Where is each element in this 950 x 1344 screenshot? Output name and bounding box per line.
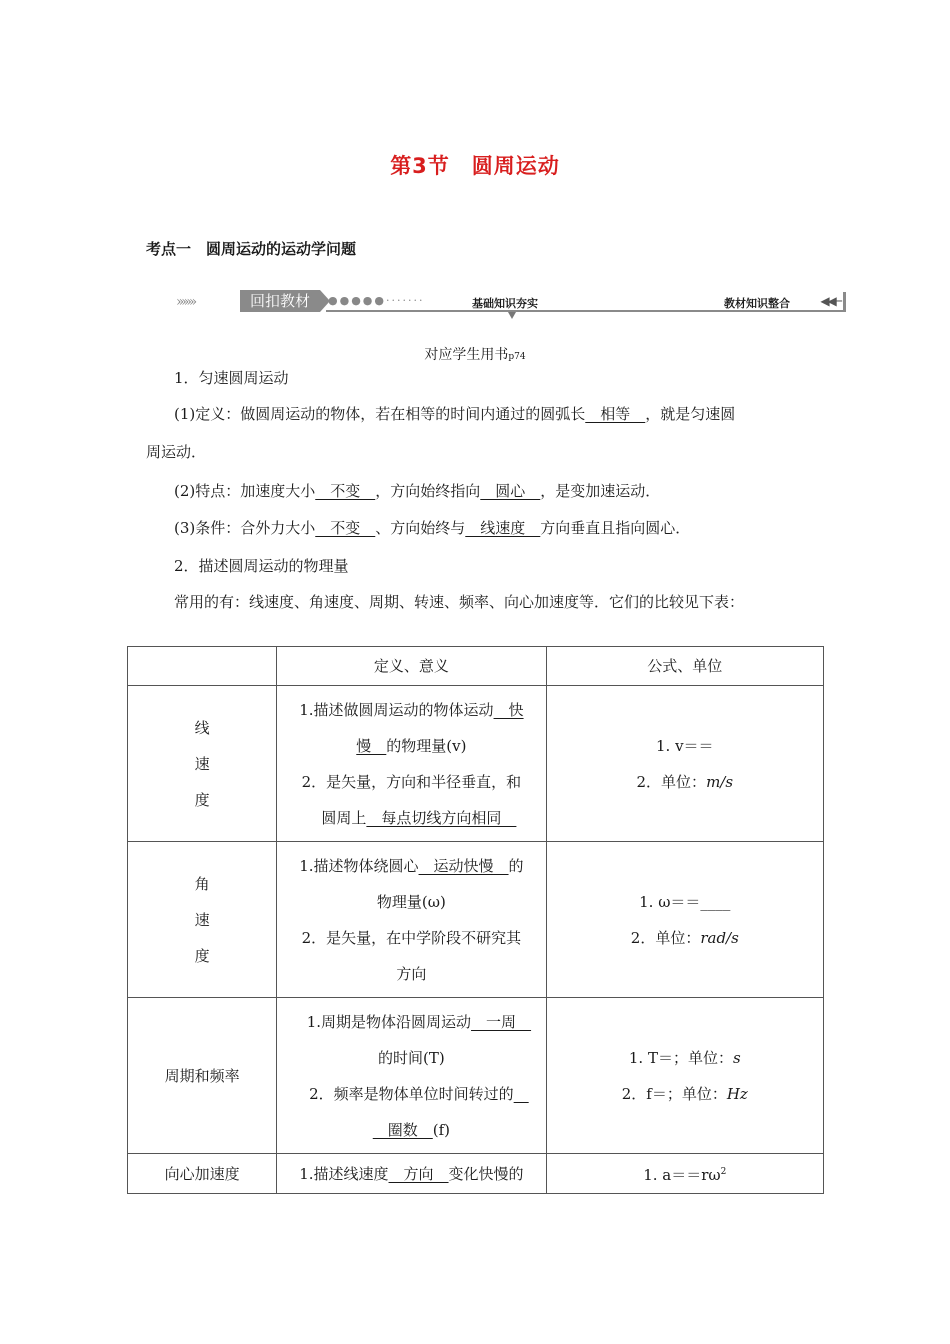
formula-superscript: 2 — [720, 1167, 727, 1177]
formula-line — [553, 1154, 817, 1193]
definition-cell-line: 物理量(ω) — [376, 892, 446, 911]
table-row-angular-velocity — [128, 842, 824, 998]
page-title: 第3节 圆周运动 — [390, 154, 560, 178]
cell-text: 1.描述做圆周运动的物体运动 — [299, 700, 494, 719]
cell-answer: 运动快慢 — [418, 856, 509, 875]
definition-cell-line — [283, 1112, 539, 1148]
feature-text: (2)特点：加速度大小 — [174, 482, 316, 500]
unit-value: Hz — [726, 1084, 748, 1103]
table-row-linear-velocity — [128, 686, 824, 842]
cell-answer — [514, 1085, 529, 1103]
formula-cell — [546, 686, 823, 842]
cell-answer: 一周 — [471, 1012, 532, 1031]
cell-text: (f) — [432, 1120, 451, 1139]
cell-text: 的 — [508, 856, 524, 875]
definition-cell-line — [283, 1156, 539, 1192]
definition-text-end: ，就是匀速圆 — [645, 405, 736, 423]
heading-uniform-circular-motion: 1．匀速圆周运动 — [174, 369, 289, 387]
dots-decoration-icon: ●●●●●······· — [328, 294, 425, 307]
cell-text: 1.周期是物体沿圆周运动 — [306, 1012, 472, 1031]
page-reference-number: p74 — [508, 352, 526, 362]
row-name-centripetal-acceleration: 向心加速度 — [128, 1154, 277, 1194]
formula-line: 1. ω＝＝____ — [639, 892, 731, 911]
banner-end-bar — [843, 292, 846, 310]
row-name-char: 线 — [194, 718, 210, 737]
formula-cell — [546, 842, 823, 998]
cell-text: 圆周上 — [321, 808, 367, 827]
condition-answer-1: 不变 — [315, 519, 376, 537]
definition-cell-line: 2．是矢量，在中学阶段不研究其 — [301, 928, 522, 947]
definition-cell-line — [283, 1076, 539, 1112]
unit-label: 2．单位： — [636, 772, 707, 791]
quantities-intro: 常用的有：线速度、角速度、周期、转速、频率、向心加速度等．它们的比较见下表： — [174, 593, 745, 611]
cell-text: 1.描述物体绕圆心 — [299, 856, 419, 875]
formula-text: 1. T＝；单位： — [628, 1048, 733, 1067]
definition-cell — [277, 998, 546, 1154]
definition-cell-line — [283, 848, 539, 884]
definition-cell-line: 方向 — [396, 964, 427, 983]
feature-answer-1: 不变 — [315, 482, 376, 500]
formula-line — [553, 1040, 817, 1076]
cell-text: 1.描述线速度 — [299, 1164, 389, 1183]
definition-answer: 相等 — [585, 405, 646, 423]
row-name-angular-velocity — [128, 842, 277, 998]
feature-text-mid: ，方向始终指向 — [375, 482, 481, 500]
formula-line — [553, 1076, 817, 1112]
unit-label: 2．单位： — [630, 928, 701, 947]
condition-line — [146, 510, 854, 546]
definition-cell-line — [283, 728, 539, 764]
section-banner — [176, 290, 846, 320]
definition-cell — [277, 686, 546, 842]
table-header-row — [128, 647, 824, 686]
row-name-char: 度 — [194, 790, 210, 809]
definition-cell-line — [283, 692, 539, 728]
condition-text-mid: 、方向始终与 — [375, 519, 466, 537]
row-name-char: 速 — [194, 910, 210, 929]
formula-text: 2．f＝；单位： — [621, 1084, 727, 1103]
banner-middle-label: 基础知识夯实 — [472, 297, 538, 310]
unit-value: m/s — [706, 772, 734, 791]
table-row-centripetal-acceleration — [128, 1154, 824, 1194]
cell-answer: 慢 — [356, 736, 387, 755]
definition-cell-line — [283, 800, 539, 836]
feature-text-end: ，是变加速运动． — [540, 482, 661, 500]
condition-answer-2: 线速度 — [465, 519, 541, 537]
formula-cell — [546, 1154, 823, 1194]
formula-text: 1. a＝＝rω — [643, 1166, 721, 1184]
arrows-left-icon: ◀◀─ — [820, 294, 840, 308]
unit-line — [553, 764, 817, 800]
definition-cell-line — [283, 1004, 539, 1040]
cell-answer: 圈数 — [372, 1120, 433, 1139]
cell-answer: 每点切线方向相同 — [366, 808, 517, 827]
formula-cell — [546, 998, 823, 1154]
page-reference-text: 对应学生用书 — [424, 347, 509, 363]
table-row-period-frequency — [128, 998, 824, 1154]
condition-text: (3)条件：合外力大小 — [174, 519, 316, 537]
heading-physical-quantities: 2．描述圆周运动的物理量 — [174, 557, 349, 575]
quantities-table — [127, 646, 824, 1194]
definition-cell — [277, 842, 546, 998]
banner-right-label: 教材知识整合 — [724, 297, 790, 310]
row-name-linear-velocity — [128, 686, 277, 842]
banner-tag: 回扣教材 — [240, 290, 320, 312]
condition-text-end: 方向垂直且指向圆心． — [540, 519, 691, 537]
chevrons-right-icon: ››››››› — [176, 294, 195, 310]
triangle-down-icon — [508, 312, 516, 319]
feature-line — [146, 473, 854, 509]
cell-text: 的物理量(v) — [386, 736, 467, 755]
definition-line — [146, 396, 854, 432]
section-heading: 考点一 圆周运动的运动学问题 — [146, 240, 357, 258]
feature-answer-2: 圆心 — [480, 482, 541, 500]
row-name-period-frequency: 周期和频率 — [128, 998, 277, 1154]
unit-line — [553, 920, 817, 956]
row-name-char: 度 — [194, 946, 210, 965]
cell-answer: 方向 — [388, 1164, 449, 1183]
definition-cell — [277, 1154, 546, 1194]
row-name-char: 角 — [194, 874, 210, 893]
cell-answer: 快 — [493, 700, 524, 719]
unit-value: s — [732, 1048, 741, 1067]
cell-text: 变化快慢的 — [448, 1164, 524, 1183]
definition-continuation: 周运动． — [146, 443, 207, 461]
table-header-definition: 定义、意义 — [277, 647, 546, 686]
cell-text: 2．频率是物体单位时间转过的 — [309, 1084, 514, 1103]
formula-line: 1. v＝＝ — [656, 736, 714, 755]
table-header-cell — [128, 647, 277, 686]
definition-cell-line: 2．是矢量，方向和半径垂直，和 — [301, 772, 522, 791]
unit-value: rad/s — [700, 928, 739, 947]
row-name-char: 速 — [194, 754, 210, 773]
definition-text: (1)定义：做圆周运动的物体，若在相等的时间内通过的圆弧长 — [174, 405, 586, 423]
table-header-formula: 公式、单位 — [546, 647, 823, 686]
definition-cell-line: 的时间(T) — [378, 1048, 445, 1067]
